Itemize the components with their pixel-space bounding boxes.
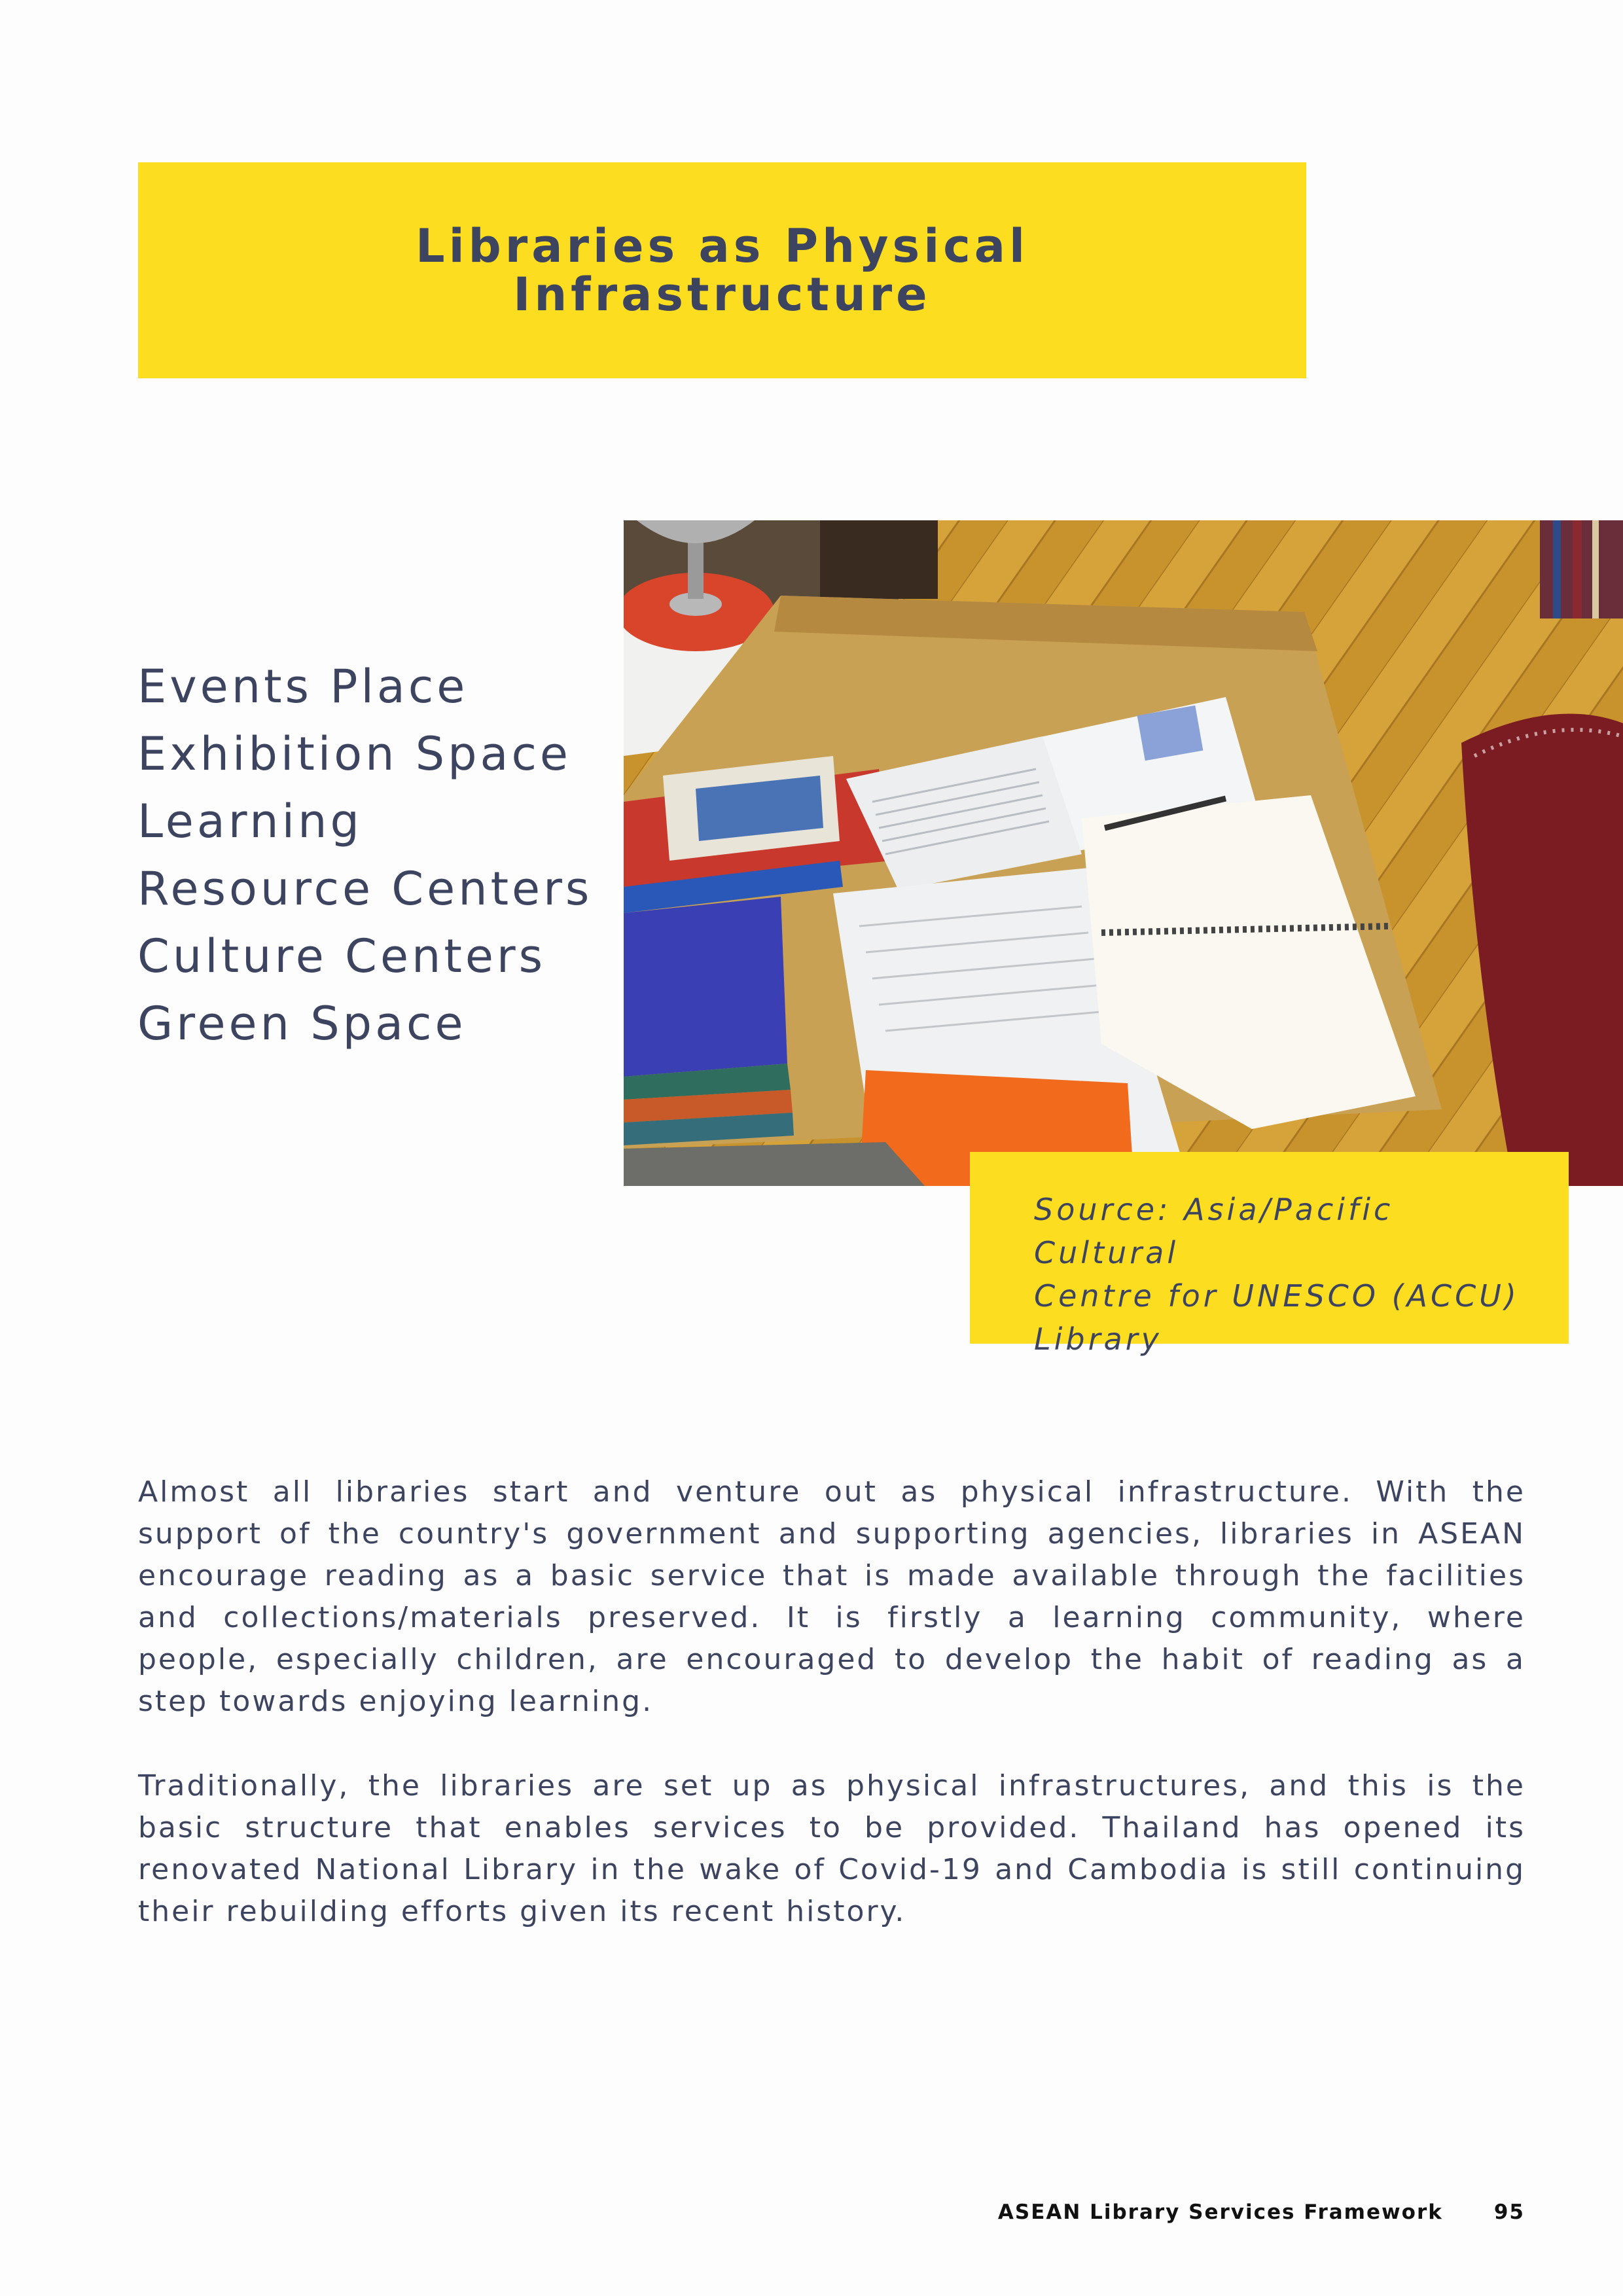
space-item: Events Place [137, 660, 469, 713]
source-line-3: Library [1034, 1321, 1162, 1357]
space-item: Learning [137, 795, 363, 848]
title-line-1: Libraries as Physical [416, 219, 1029, 273]
page-footer [998, 2200, 1525, 2224]
spaces-list [137, 653, 592, 1058]
source-line-2: Centre for UNESCO (ACCU) [1034, 1278, 1520, 1314]
library-desk-photo [624, 520, 1623, 1186]
body-paragraph-2: Traditionally, the libraries are set up as physical infrastructures, and this is the basic structure that enables services to be provided. Thailand has opened its renovated National Library in the wake of Covid-19 and Cambodia is still continuing their rebuilding efforts given its recent history. [138, 1769, 1525, 1928]
photo-source-caption [970, 1152, 1569, 1357]
source-caption-text [1034, 1188, 1523, 1361]
title-line-2: Infrastructure [513, 268, 931, 321]
page-title [416, 219, 1029, 321]
space-item: Exhibition Space [137, 727, 572, 781]
title-banner [138, 162, 1306, 378]
page-number: 95 [1493, 2200, 1525, 2224]
source-line-1: Source: Asia/Pacific Cultural [1034, 1192, 1394, 1270]
footer-publication-title: ASEAN Library Services Framework [997, 2200, 1443, 2224]
body-paragraph-1: Almost all libraries start and venture out as physical infrastructure. With the support of the country's government and supporting agencies, libraries in ASEAN encourage reading as a basic service that is made available through the facilities and collections/materials preserved. It is firstly a learning community, where people, especially children, are encouraged to develop the habit of reading as a step towards enjoying learning. [138, 1475, 1525, 1718]
space-item: Culture Centers [137, 929, 546, 983]
space-item: Green Space [137, 997, 467, 1050]
space-item: Resource Centers [137, 862, 593, 916]
